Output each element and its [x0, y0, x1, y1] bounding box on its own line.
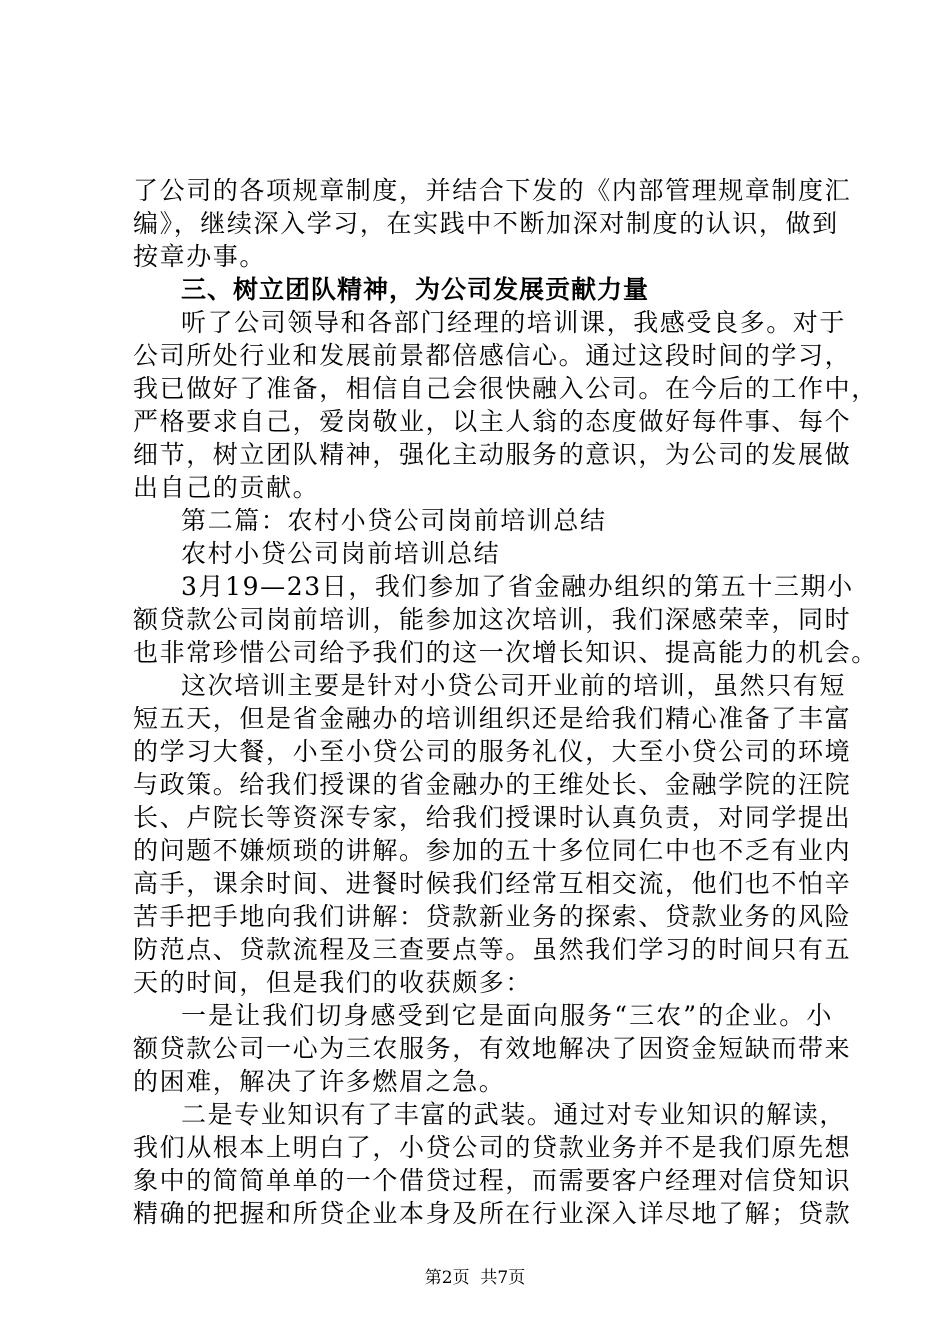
paragraph-line: 严格要求自己，爱岗敬业，以主人翁的态度做好每件事、每个	[133, 407, 852, 436]
paragraph-line: 编》，继续深入学习，在实践中不断加深对制度的认识，做到	[133, 209, 839, 238]
footer-spacer	[470, 1268, 481, 1288]
page-footer	[0, 1267, 950, 1289]
paragraph-line: 天的时间，但是我们的收获颇多：	[133, 968, 533, 997]
paragraph-line: 长、卢院长等资深专家，给我们授课时认真负责，对同学提出	[133, 803, 852, 832]
paragraph-line: 与政策。给我们授课的省金融办的王维处长、金融学院的汪院	[133, 770, 852, 799]
paragraph-line: 的学习大餐，小至小贷公司的服务礼仪，大至小贷公司的环境	[133, 737, 852, 766]
page-total: 共7页	[480, 1268, 526, 1288]
paragraph-line: 一是让我们切身感受到它是面向服务“三农”的企业。小	[181, 1001, 833, 1030]
paragraph-line: 精确的把握和所贷企业本身及所在行业深入详尽地了解；贷款	[133, 1199, 852, 1228]
paragraph-line: 高手，课余时间、进餐时候我们经常互相交流，他们也不怕辛	[133, 869, 852, 898]
paragraph-line: 的困难，解决了许多燃眉之急。	[133, 1067, 506, 1096]
chapter-title: 第二篇：农村小贷公司岗前培训总结	[181, 506, 607, 535]
paragraph-line: 防范点、贷款流程及三查要点等。虽然我们学习的时间只有五	[133, 935, 852, 964]
paragraph-line: 细节，树立团队精神，强化主动服务的意识，为公司的发展做	[133, 440, 852, 469]
page-number: 第2页	[424, 1268, 470, 1288]
paragraph-line: 3月19—23日，我们参加了省金融办组织的第五十三期小	[181, 572, 854, 601]
paragraph-line: 额贷款公司一心为三农服务，有效地解决了因资金短缺而带来	[133, 1034, 852, 1063]
paragraph-line: 出自己的贡献。	[133, 473, 320, 502]
paragraph-line: 额贷款公司岗前培训，能参加这次培训，我们深感荣幸，同时	[133, 605, 852, 634]
paragraph-line: 这次培训主要是针对小贷公司开业前的培训，虽然只有短	[181, 671, 847, 700]
paragraph-line: 听了公司领导和各部门经理的培训课，我感受良多。对于	[181, 308, 847, 337]
paragraph-line: 我们从根本上明白了，小贷公司的贷款业务并不是我们原先想	[133, 1133, 852, 1162]
paragraph-line: 我已做好了准备，相信自己会很快融入公司。在今后的工作中，	[133, 374, 878, 403]
paragraph-line: 的问题不嫌烦琐的讲解。参加的五十多位同仁中也不乏有业内	[133, 836, 852, 865]
paragraph-line: 了公司的各项规章制度，并结合下发的《内部管理规章制度汇	[133, 176, 852, 205]
paragraph-line: 二是专业知识有了丰富的武装。通过对专业知识的解读，	[181, 1100, 847, 1129]
paragraph-line: 按章办事。	[133, 242, 267, 271]
paragraph-line: 象中的简简单单的一个借贷过程，而需要客户经理对信贷知识	[133, 1166, 852, 1195]
article-title: 农村小贷公司岗前培训总结	[181, 539, 501, 568]
paragraph-line: 也非常珍惜公司给予我们的这一次增长知识、提高能力的机会。	[133, 638, 878, 667]
paragraph-line: 短五天，但是省金融办的培训组织还是给我们精心准备了丰富	[133, 704, 852, 733]
paragraph-line: 苦手把手地向我们讲解：贷款新业务的探索、贷款业务的风险	[133, 902, 852, 931]
paragraph-line: 公司所处行业和发展前景都倍感信心。通过这段时间的学习，	[133, 341, 852, 370]
section-heading: 三、树立团队精神，为公司发展贡献力量	[181, 275, 650, 304]
